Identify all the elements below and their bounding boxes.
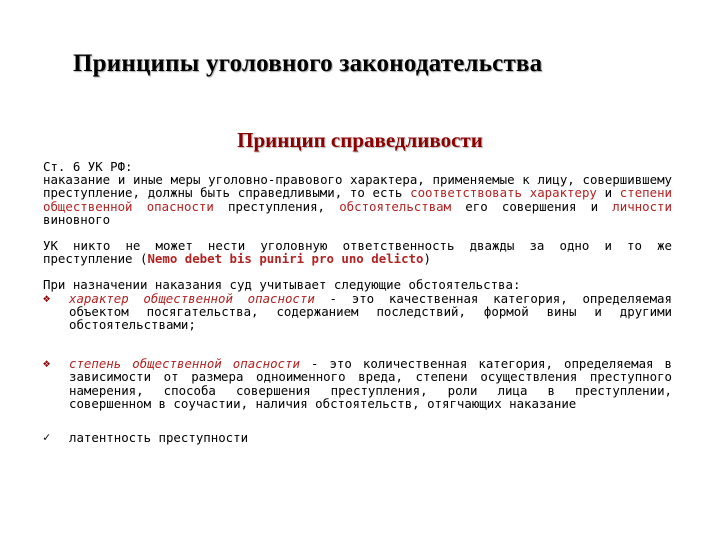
circumstance-text-3: латентность преступности xyxy=(69,430,249,446)
article-text-1: наказание и иные меры уголовно-правового характера, применяемые к лицу, совершившему преступление, должны быть справедливыми, то есть xyxy=(43,172,672,201)
circumstance-desc-1: - это качественная категория, определяемая объектом посягательства, содержанием последствий, формой вины и другими обстоятельствами; xyxy=(69,290,672,333)
ne-bis-text-1: УК никто не может нести уголовную ответственность дважды за одно и то же преступление ( xyxy=(43,238,672,267)
article-text-5: виновного xyxy=(43,211,111,227)
article-heading: Ст. 6 УК РФ: xyxy=(43,159,133,174)
circumstance-item-2 xyxy=(43,357,672,410)
check-bullet-icon: ✓ xyxy=(43,430,51,445)
article-highlight-2: степени общественной опасности xyxy=(43,185,672,214)
circumstance-text-1 xyxy=(69,292,672,332)
article-text-4: его совершения и xyxy=(451,198,613,214)
slide-title: Принципы уголовного законодательства xyxy=(73,50,543,77)
diamond-bullet-icon: ❖ xyxy=(43,290,51,305)
ne-bis-text-2: ) xyxy=(423,251,431,267)
circumstance-term-1: характер общественной опасности xyxy=(69,290,315,306)
slide-content xyxy=(43,160,672,444)
ne-bis-paragraph xyxy=(43,239,672,265)
article-text-3: преступления, xyxy=(213,198,340,214)
slide-subtitle: Принцип справедливости xyxy=(237,128,483,152)
article-highlight-4: личности xyxy=(612,198,672,214)
latin-maxim: Nemo debet bis puniri pro uno delicto xyxy=(147,251,424,267)
article-highlight-3: обстоятельствам xyxy=(339,198,452,214)
circumstances-intro: При назначении наказания суд учитывает следующие обстоятельства: xyxy=(43,277,521,293)
article-highlight-1: соответствовать характеру xyxy=(410,185,597,201)
circumstance-term-2: степень общественной опасности xyxy=(69,356,300,372)
article-text xyxy=(43,173,672,226)
circumstance-item-3 xyxy=(43,431,672,444)
article-text-2: и xyxy=(596,185,620,201)
circumstance-desc-2: - это количественная категория, определяемая в зависимости от размера одноименного вреда, степени осуществления преступного намерения, способа совершения преступления, роли лица в преступлении, совершенном в соучастии, наличия обстоятельств, отягчающих наказание xyxy=(69,356,672,411)
circumstance-text-2 xyxy=(69,357,672,410)
circumstance-item-1 xyxy=(43,292,672,332)
diamond-bullet-icon: ❖ xyxy=(43,356,51,371)
